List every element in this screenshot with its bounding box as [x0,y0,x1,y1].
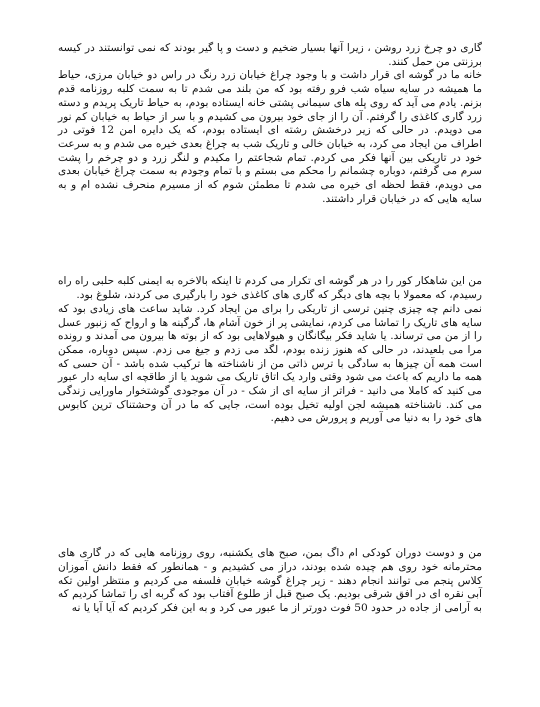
paragraph-spacer [58,206,482,275]
paragraph-cart-handles: گاری دو چرخ زرد روشن ، زیرا آنها بسیار ضخیم و دست و پا گیر بودند که نمی توانستند در کیسه برزنتی من حمل کنند. [58,42,482,68]
paragraph-childhood-friend: من و دوست دوران کودکی ام داگ بمن، صبح های یکشنبه، روی روزنامه هایی که در گاری های محترمانه خود روی هم چیده شده بودند، دراز می کشیدیم و - همانطور که فقط دانش آموزان کلاس پنجم می توانند انجام دهند - زیر چراغ گوشه خیابان فلسفه می کردیم و منتظر اولین تکه آبی نقره ای در افق شرقی بودیم. یک صبح قبل از طلوع آفتاب بود که گربه ای را تماشا کردیم که به آرامی از جاده در حدود 50 فوت دورتر از ما عبور می کرد و به این فکر کردیم که آیا آیا یا نه [58,547,482,614]
paragraph-fear-of-dark: نمی دانم چه چیزی چنین ترسی از تاریکی را برای من ایجاد کرد. شاید ساعت های زیادی بود که سایه های تاریک را تماشا می کردم، نمایشی پر از خون آشام ها، گرگینه ها و ارواح که زنبور عسل را از من می ترساند. یا شاید فکر بیگانگان و هیولاهایی بود که از بوته ها بیرون می آمدند و رونده مرا می بلعیدند، در حالی که هنوز زنده بودم، لگد می زدم و جیغ می زدم. سپس دوباره، ممکن است همه آن چیزها به سادگی با ترس ذاتی من از ناشناخته ها ترکیب شده باشد - آن حسی که همه ما داریم که باعث می شود وقتی وارد یک اتاق تاریک می شوید یا از طاقچه ای سایه دار عبور می کنید که کاملا می دانید - فراتر از سایه ای از شک - در آن موجودی گوشتخوار ماورایی زندگی می کند. ناشناخته همیشه لجن اولیه تخیل بوده است، جایی که ما در آن وحشتناک ترین کابوس های خود را به دنیا می آوریم و پرورش می دهیم. [58,302,482,425]
paragraph-tin-hut: من این شاهکار کور را در هر گوشه ای تکرار می کردم تا اینکه بالاخره به ایمنی کلبه حلبی راه راه رسیدم، که معمولا با بچه های دیگر که گاری های کاغذی خود را بارگیری می کردند، شلوغ بود. [58,275,482,302]
paragraph-dark-yard: خانه ما در گوشه ای قرار داشت و با وجود چراغ خیابان زرد رنگ در راس دو خیابان مرزی، حیاط ما همیشه در سایه سیاه شب فرو رفته بود که من بلند می شدم تا به سمت کلبه روزنامه قدم بزنم. یادم می آید که روی پله های سیمانی پشتی خانه ایستاده بودم، به حیاط تاریک پریدم و دسته زرد گاری کاغذی را گرفتم. آن را از جای خود بیرون می کشیدم و با سر از حیاط به خیابان کم نور می دویدم. در حالی که زیر درخشش رشته ای ایستاده بودم، که یک دایره امن 12 فوتی در اطراف من ایجاد می کرد، به خیابان خالی و تاریک شب به چراغ بعدی خیره می شدم و به سرعت خود در تاریکی بین آنها فکر می کردم. تمام شجاعتم را مکیدم و لنگر زرد و دو چرخم را پشت سرم می گرفتم، دوباره چشمانم را محکم می بستم و با تمام وجودم به سمت چراغ خیابان بعدی می دویدم، فقط لحظه ای خیره می شدم تا مطمئن شوم که از مسیرم منحرف نشده ام و به سایه هایی که در خیابان قرار داشتند. [58,69,482,205]
paragraph-spacer [58,426,482,547]
document-page [58,42,482,616]
